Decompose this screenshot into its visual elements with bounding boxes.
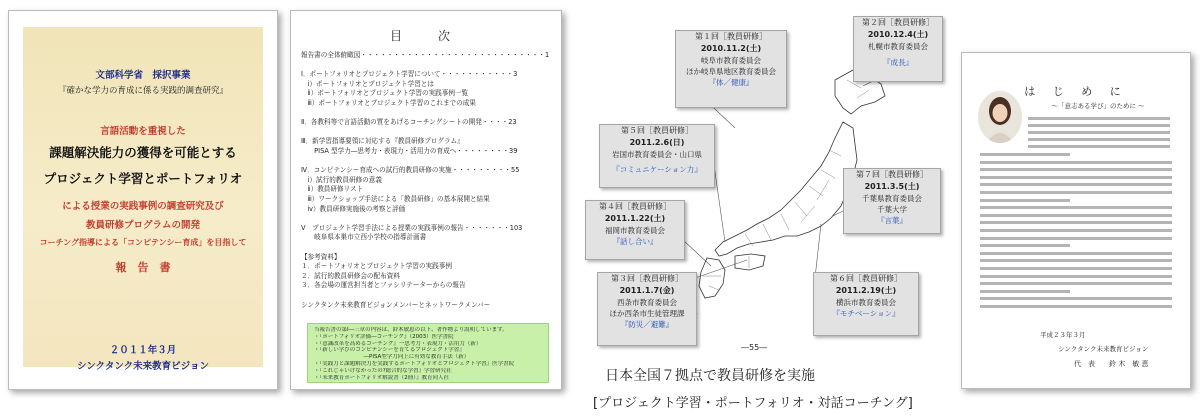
preface-text-line xyxy=(980,229,1172,232)
preface-text-line xyxy=(980,168,1172,171)
preface-text-line xyxy=(980,206,1172,209)
toc-line: Ⅴ プロジェクト学習手法による授業の実践事例の報告・・・・・・・103 xyxy=(301,223,523,232)
callout-org: 岩国市教育委員会・山口県 xyxy=(612,150,702,159)
reference-line: ・『意識改革を高めるコーチング』一思考力・表現力・活用力（新） xyxy=(314,340,482,347)
toc-line: 報告書の全体俯瞰図・・・・・・・・・・・・・・・・・・・・・・・・・・・・1 xyxy=(301,51,550,59)
callout-number: 第４回［教員研修］ xyxy=(599,202,671,211)
training-callout-2 xyxy=(853,16,943,82)
figure-caption-sub: [プロジェクト学習・ポートフォリオ・対話コーチング] xyxy=(593,396,913,411)
reference-line: ・『未来教育ポートフォリオ解説書（2冊）』教育同人社 xyxy=(314,374,450,381)
preface-title: は じ め に xyxy=(1024,85,1128,98)
toc-line: ２．試行的教員研修会の配布資料 xyxy=(301,271,400,280)
callout-theme: 『モチベーション』 xyxy=(832,309,900,318)
callout-date: 2011.2.19(土) xyxy=(835,286,897,295)
preface-text-line xyxy=(980,252,1172,255)
callout-theme: 『話し合い』 xyxy=(612,237,658,246)
toc-title: 目 次 xyxy=(389,29,462,43)
preface-subtitle: ～「意志ある学び」のために ～ xyxy=(1051,102,1145,110)
toc-line: ⅲ）ワークショップ手法による「教員研修」の基本展開と結果 xyxy=(301,195,490,203)
report-cover xyxy=(8,10,278,390)
toc-line: Ⅳ．コンピテンシー育成への試行的教員研修の実施・・・・・・・・・55 xyxy=(301,166,520,175)
reference-line: ・『実践力と課題解決力を実践するポートフォリオとプロジェクト学習』医学書院 xyxy=(314,360,515,367)
callout-date: 2011.3.5(土) xyxy=(864,182,920,191)
toc-line: ⅳ）教員研修実施後の考察と評価 xyxy=(301,204,406,213)
cover-report-label: 報 告 書 xyxy=(115,261,171,274)
preface-text-line xyxy=(980,282,1172,285)
cover-line4: による授業の実践事例の調査研究及び xyxy=(62,201,224,212)
cover-subtitle: 『確かな学力の育成に係る実践的調査研究』 xyxy=(57,86,228,96)
cover-line1: 言語活動を重視した xyxy=(100,126,186,137)
callout-org: 西条市教育委員会 xyxy=(617,298,677,307)
cover-line2: 課題解決能力の獲得を可能とする xyxy=(49,145,237,160)
training-callout-5 xyxy=(599,124,715,188)
reference-line: ・『これじゃいけなかったの?総合的な学習』学習研究社 xyxy=(314,367,452,374)
toc-line: ⅰ）試行的教員研修の意義 xyxy=(301,175,382,184)
preface-text-line xyxy=(980,153,1070,156)
preface-page xyxy=(961,52,1191,389)
callout-date: 2010.12.4(土) xyxy=(867,30,929,39)
reference-line: ・『ポートフォリオ評価―コーチング』（2003）医学書院 xyxy=(314,333,454,340)
reference-line: ・『新しい学びのコンピテンシーを育てるプロジェクト学習』 xyxy=(314,347,465,354)
callout-number: 第５回［教員研修］ xyxy=(621,126,693,135)
reference-line: ―PISA型学力向上に有効な教育手法（新） xyxy=(314,354,470,361)
cover-org: シンクタンク未来教育ビジョン xyxy=(76,361,209,372)
toc-line: ３．各会場の運営担当者とファシリテーターからの報告 xyxy=(301,281,466,290)
preface-date: 平成２３年３月 xyxy=(1040,331,1086,339)
callout-org: 千葉県教育委員会 xyxy=(862,194,922,203)
training-callout-3 xyxy=(597,272,697,346)
toc-line: ⅱ）ポートフォリオとプロジェクト学習の実践事例一覧 xyxy=(301,89,469,98)
callout-theme: 『言葉』 xyxy=(877,216,907,225)
callout-number: 第７回［教員研修］ xyxy=(856,170,928,179)
preface-text-line xyxy=(980,214,1172,217)
cover-sponsor: 文部科学省 採択事業 xyxy=(95,70,191,81)
cover-line6: コーチング指導による「コンピテンシー育成」を目指して xyxy=(39,238,247,247)
toc-line: Ⅰ．ポートフォリオとプロジェクト学習について・・・・・・・・・・・3 xyxy=(301,70,518,79)
preface-text-line xyxy=(980,290,1070,293)
callout-date: 2011.1.22(土) xyxy=(604,214,666,223)
callout-theme: 『コミュニケーション力』 xyxy=(612,165,702,174)
page-number: ―55― xyxy=(741,343,768,352)
author-photo xyxy=(978,91,1022,143)
preface-text-line xyxy=(1028,138,1170,141)
table-of-contents-page xyxy=(290,10,562,390)
preface-text-line xyxy=(980,244,1070,247)
preface-text-line xyxy=(980,267,1172,270)
cover-date: ２０１１年３月 xyxy=(109,345,177,356)
preface-text-line xyxy=(980,259,1172,262)
toc-reference-lines xyxy=(308,324,548,384)
preface-text-line xyxy=(1028,131,1170,134)
callout-theme: 『成長』 xyxy=(883,58,913,67)
preface-text-line xyxy=(980,161,1172,164)
toc-line: Ⅱ．各教科等で言語活動の質をあげるコーチングシートの開発・・・・23 xyxy=(301,118,517,127)
callout-number: 第２回［教員研修］ xyxy=(862,18,934,27)
preface-representative: 代 表 鈴 木 敏 恵 xyxy=(1074,360,1149,368)
figure-caption: 日本全国７拠点で教員研修を実施 xyxy=(605,368,815,384)
callout-org: 福岡市教育委員会 xyxy=(605,226,665,235)
callout-org: 岐阜市教育委員会 xyxy=(701,56,761,65)
callout-date: 2011.2.6(日) xyxy=(629,138,685,147)
training-callout-6 xyxy=(813,272,919,336)
toc-line: Ⅲ．新学習指導要領に対応する『教員研修プログラム』 xyxy=(301,137,464,146)
callout-number: 第１回［教員研修］ xyxy=(695,32,767,41)
preface-text-line xyxy=(980,199,1070,202)
callout-date: 2011.1.7(金) xyxy=(619,286,675,295)
preface-text-line xyxy=(980,237,1172,240)
callout-number: 第３回［教員研修］ xyxy=(611,274,683,283)
toc-line: PISA 型学力―思考力・表現力・活用力の育成へ・・・・・・・・39 xyxy=(301,147,518,155)
preface-text-line xyxy=(980,305,1172,308)
training-callout-1 xyxy=(675,30,787,108)
toc-line: ⅱ）教員研修リスト xyxy=(301,185,364,194)
callout-org: ほか西条市生徒管理課 xyxy=(609,309,685,318)
toc-line: シンクタンク未来教育ビジョンメンバーとネットワークメンバー xyxy=(301,300,491,309)
callout-org: 横浜市教育委員会 xyxy=(836,298,896,307)
callout-theme: 『防災／避難』 xyxy=(620,320,674,329)
toc-line: 岐阜県本巣市立西小学校の指導計画書 xyxy=(301,233,427,242)
cover-background xyxy=(23,27,263,372)
toc-line: １．ポートフォリオとプロジェクト学習の実践事例 xyxy=(301,262,452,271)
toc-line: ⅲ）ポートフォリオとプロジェクト学習のこれまでの成果 xyxy=(301,99,476,107)
cover-line3: プロジェクト学習とポートフォリオ xyxy=(43,171,243,186)
callout-org: 札幌市教育委員会 xyxy=(868,42,928,51)
toc-reference-box xyxy=(307,323,549,383)
callout-org: 千葉大学 xyxy=(877,205,907,214)
preface-text-line xyxy=(980,176,1172,179)
preface-text-line xyxy=(1028,117,1170,120)
preface-text-line xyxy=(980,221,1172,224)
preface-org: シンクタンク未来教育ビジョン xyxy=(1058,345,1149,353)
preface-text-line xyxy=(980,183,1172,186)
preface-text-line xyxy=(980,275,1172,278)
toc-line: 【参考資料】 xyxy=(301,252,341,261)
callout-date: 2010.11.2(土) xyxy=(700,44,762,53)
preface-text-line xyxy=(1028,124,1170,127)
cover-line5: 教員研修プログラムの開発 xyxy=(86,220,200,231)
japan-map-figure xyxy=(585,10,945,345)
toc-line: ⅰ）ポートフォリオとプロジェクト学習とは xyxy=(301,79,434,88)
preface-text-line xyxy=(980,297,1172,300)
preface-text-line xyxy=(980,191,1172,194)
training-callout-4 xyxy=(585,200,685,260)
preface-text-line xyxy=(1028,145,1170,148)
reference-line: 当報告書の第Ⅰ―三章の内容は、鈴木敏恵の以下、著作物より説明しています。 xyxy=(314,327,508,333)
callout-org: ほか岐阜県地区教育委員会 xyxy=(686,67,776,76)
callout-number: 第６回［教員研修］ xyxy=(830,274,902,283)
training-callout-7 xyxy=(843,168,941,234)
callout-theme: 『体／健康』 xyxy=(708,78,754,87)
